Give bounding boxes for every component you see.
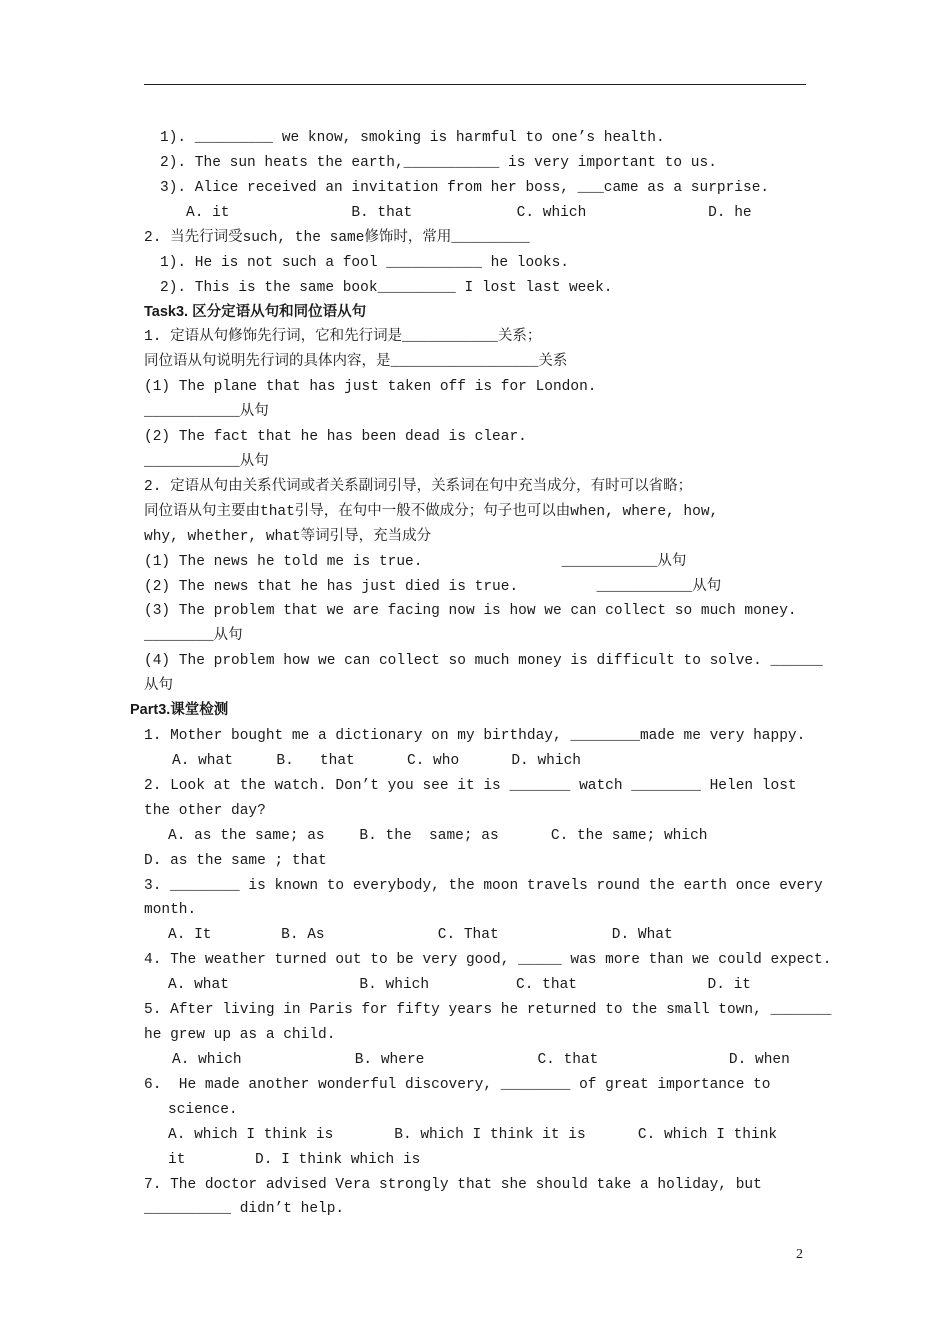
text-line: ___________从句 bbox=[144, 404, 269, 420]
text-line: 1. 定语从句修饰先行词，它和先行词是___________关系； bbox=[144, 329, 542, 345]
text-line: (2) The fact that he has been dead is clear. bbox=[144, 429, 527, 445]
text-line: why, whether, what等词引导，充当成分 bbox=[144, 529, 432, 545]
text-line: 2). This is the same book_________ I lost last week. bbox=[160, 280, 613, 296]
question-line: __________ didn’t help. bbox=[144, 1201, 345, 1217]
text-line: ________从句 bbox=[144, 628, 243, 644]
text-line: 1). He is not such a fool ___________ he looks. bbox=[160, 255, 569, 271]
question-line: 3. ________ is known to everybody, the moon travels round the earth once every bbox=[144, 878, 823, 894]
options-line: A. It B. As C. That D. What bbox=[168, 927, 673, 943]
question-line: 1. Mother bought me a dictionary on my birthday, ________made me very happy. bbox=[144, 728, 806, 744]
options-line: A. as the same; as B. the same; as C. the same; which bbox=[168, 828, 708, 844]
options-line: D. as the same ; that bbox=[144, 853, 327, 869]
text-line: 2. 定语从句由关系代词或者关系副词引导，关系词在句中充当成分，有时可以省略； bbox=[144, 479, 693, 495]
text-line: 同位语从句说明先行词的具体内容，是_________________关系 bbox=[144, 354, 568, 370]
question-line: he grew up as a child. bbox=[144, 1027, 336, 1043]
text-line: 从句 bbox=[144, 678, 173, 694]
header-rule bbox=[144, 84, 806, 85]
question-line: month. bbox=[144, 902, 197, 918]
text-line: 3). Alice received an invitation from her boss, ___came as a surprise. bbox=[160, 180, 770, 196]
question-line: the other day? bbox=[144, 803, 266, 819]
text-line: 2). The sun heats the earth,___________ is very important to us. bbox=[160, 155, 717, 171]
options-line: A. which B. where C. that D. when bbox=[172, 1052, 790, 1068]
section-heading: Task3. 区分定语从句和同位语从句 bbox=[144, 304, 367, 320]
question-line: 4. The weather turned out to be very good, _____ was more than we could expect. bbox=[144, 952, 832, 968]
question-line: science. bbox=[168, 1102, 238, 1118]
text-line: ___________从句 bbox=[144, 454, 269, 470]
text-line: (4) The problem how we can collect so much money is difficult to solve. ______ bbox=[144, 653, 823, 669]
question-line: 6. He made another wonderful discovery, ________ of great importance to bbox=[144, 1077, 771, 1093]
question-line: 5. After living in Paris for fifty years he returned to the small town, _______ bbox=[144, 1002, 832, 1018]
text-line: A. it B. that C. which D. he bbox=[186, 205, 752, 221]
options-line: A. what B. which C. that D. it bbox=[168, 977, 751, 993]
text-line: (1) The news he told me is true. ___________从句 bbox=[144, 554, 687, 570]
options-line: A. which I think is B. which I think it is C. which I think bbox=[168, 1127, 778, 1143]
section-heading: Part3.课堂检测 bbox=[130, 702, 229, 718]
text-line: 同位语从句主要由that引导，在句中一般不做成分；句子也可以由when, where, how, bbox=[144, 504, 719, 520]
question-line: 7. The doctor advised Vera strongly that she should take a holiday, but bbox=[144, 1177, 762, 1193]
page-number: 2 bbox=[796, 1247, 803, 1262]
text-line: (2) The news that he has just died is true. ___________从句 bbox=[144, 579, 722, 595]
question-line: 2. Look at the watch. Don’t you see it is _______ watch ________ Helen lost bbox=[144, 778, 797, 794]
options-line: A. what B. that C. who D. which bbox=[172, 753, 581, 769]
text-line: (3) The problem that we are facing now is how we can collect so much money. bbox=[144, 603, 797, 619]
text-line: 1). _________ we know, smoking is harmful to one’s health. bbox=[160, 130, 665, 146]
text-line: (1) The plane that has just taken off is for London. bbox=[144, 379, 597, 395]
text-line: 2. 当先行词受such, the same修饰时，常用_________ bbox=[144, 230, 530, 246]
options-line: it D. I think which is bbox=[168, 1152, 421, 1168]
